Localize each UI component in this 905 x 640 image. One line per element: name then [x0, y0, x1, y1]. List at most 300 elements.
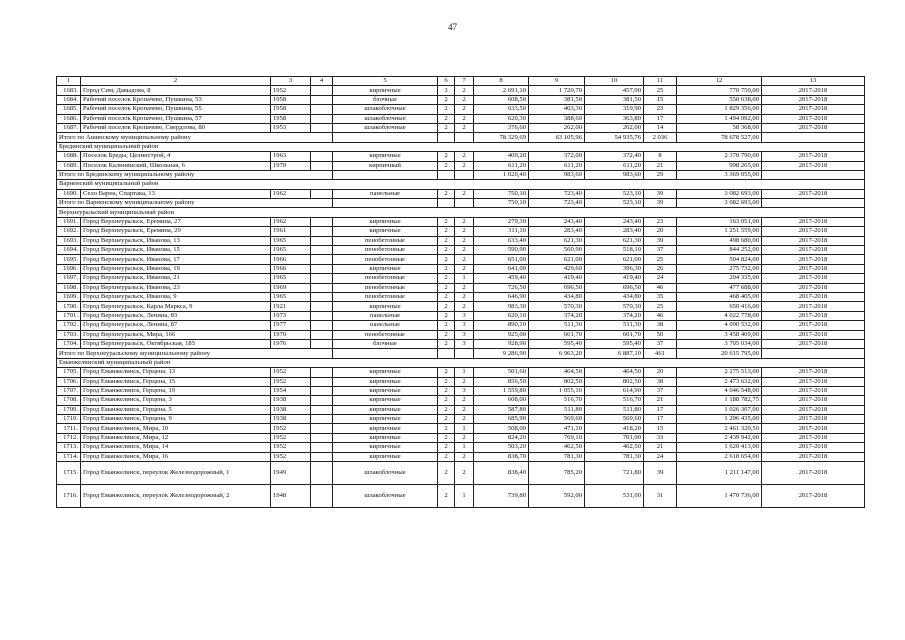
table-cell: 516,70: [529, 396, 585, 405]
table-row: [57, 95, 865, 104]
table-cell: 614,90: [585, 386, 644, 395]
table-row: [57, 114, 865, 123]
table-cell: [311, 189, 333, 198]
table-cell: 1963: [271, 152, 311, 161]
table-cell: 23: [644, 217, 677, 226]
table-cell: 3: [438, 86, 455, 95]
table-cell: Поселок Калининский, Школьная, 6: [81, 161, 271, 170]
table-cell: 1952: [271, 424, 311, 433]
table-cell: 457,90: [585, 86, 644, 95]
table-cell: 1685.: [57, 105, 81, 114]
table-cell: Город Верхнеуральск, Иванова, 17: [81, 255, 271, 264]
table-cell: Рабочий поселок Кропачево, Свердлова, 80: [81, 123, 271, 132]
table-cell: 2 618 654,00: [677, 452, 762, 461]
table-cell: 409,20: [474, 152, 529, 161]
table-cell: панельные: [333, 311, 438, 320]
table-cell: 471,10: [529, 424, 585, 433]
table-cell: пенобетонные: [333, 246, 438, 255]
table-cell: [311, 405, 333, 414]
table-cell: 2: [438, 227, 455, 236]
table-cell: 721,80: [585, 462, 644, 485]
table-cell: 2: [455, 283, 474, 292]
table-cell: 37: [644, 386, 677, 395]
table-cell: пенобетонные: [333, 255, 438, 264]
table-cell: 1710.: [57, 415, 81, 424]
table-row: [57, 433, 865, 442]
table-cell: 1938: [271, 405, 311, 414]
table-cell: 46: [644, 283, 677, 292]
table-cell: 1 211 147,00: [677, 462, 762, 485]
table-header-row: [57, 77, 865, 86]
table-cell: 1965: [271, 236, 311, 245]
table-cell: [311, 95, 333, 104]
table-cell: [311, 386, 333, 395]
table-cell: 592,00: [529, 485, 585, 508]
table-cell: 518,10: [585, 246, 644, 255]
table-cell: 1952: [271, 452, 311, 461]
table-cell: шлакоблочные: [333, 105, 438, 114]
table-cell: 2 691,10: [474, 86, 529, 95]
table-cell: 2: [438, 161, 455, 170]
table-cell: 2: [438, 330, 455, 339]
table-cell: 621,00: [529, 255, 585, 264]
table-cell: пенобетонные: [333, 274, 438, 283]
table-cell: 651,00: [474, 255, 529, 264]
table-cell: кирпичные: [333, 405, 438, 414]
table-cell: 459,40: [474, 274, 529, 283]
table-row: [57, 189, 865, 198]
column-number-cell: 8: [474, 77, 529, 86]
table-cell: 2: [455, 255, 474, 264]
table-cell: 838,40: [474, 462, 529, 485]
table-cell: Город Еманжелинск, переулок Железнодорожный, 1: [81, 462, 271, 485]
table-cell: 243,40: [585, 217, 644, 226]
table-row: [57, 302, 865, 311]
table-cell: кирпичные: [333, 415, 438, 424]
table-cell: 1684.: [57, 95, 81, 104]
table-cell: 1697.: [57, 274, 81, 283]
column-number-cell: 10: [585, 77, 644, 86]
table-cell: 1 829 356,00: [677, 105, 762, 114]
table-cell: [455, 199, 474, 208]
table-cell: 2: [455, 396, 474, 405]
table-row: [57, 274, 865, 283]
district-total-label: Итого по Брединскому муниципальному району: [57, 170, 333, 179]
table-cell: 1970: [271, 330, 311, 339]
table-cell: [311, 161, 333, 170]
district-total-label: Итого по Верхнеуральскому муниципальному району: [57, 349, 333, 358]
table-cell: Поселок Бреды, Целинстрой, 4: [81, 152, 271, 161]
table-cell: 15: [644, 424, 677, 433]
table-cell: 376,60: [474, 123, 529, 132]
table-cell: 2 439 942,00: [677, 433, 762, 442]
table-cell: 1958: [271, 105, 311, 114]
table-cell: [311, 152, 333, 161]
table-cell: 620,30: [474, 114, 529, 123]
total-value-cell: 3 369 055,00: [677, 170, 762, 179]
total-value-cell: 750,10: [474, 199, 529, 208]
table-row: [57, 283, 865, 292]
table-cell: 1686.: [57, 114, 81, 123]
table-cell: 856,50: [474, 377, 529, 386]
total-value-cell: 983,60: [585, 170, 644, 179]
table-cell: 608,00: [474, 396, 529, 405]
table-cell: [311, 105, 333, 114]
table-cell: кирпичные: [333, 386, 438, 395]
table-cell: 2: [438, 462, 455, 485]
table-cell: 504 824,00: [677, 255, 762, 264]
table-cell: 1: [455, 424, 474, 433]
table-cell: 1695.: [57, 255, 81, 264]
table-cell: 1691.: [57, 217, 81, 226]
table-cell: 1: [455, 274, 474, 283]
table-cell: [311, 443, 333, 452]
table-cell: 26: [644, 264, 677, 273]
table-cell: 35: [644, 292, 677, 301]
table-cell: 2: [455, 236, 474, 245]
total-value-cell: 6 963,20: [529, 349, 585, 358]
table-cell: 633,40: [474, 236, 529, 245]
table-cell: 1965: [271, 292, 311, 301]
table-cell: [311, 274, 333, 283]
table-cell: 2017-2018: [762, 377, 865, 386]
table-cell: 824,20: [474, 433, 529, 442]
table-cell: 1938: [271, 415, 311, 424]
column-number-cell: 9: [529, 77, 585, 86]
district-section-row: [57, 358, 865, 367]
table-row: [57, 405, 865, 414]
table-cell: 2017-2018: [762, 302, 865, 311]
table-cell: 2: [438, 152, 455, 161]
table-cell: [455, 349, 474, 358]
table-row: [57, 311, 865, 320]
table-cell: 770 750,00: [677, 86, 762, 95]
table-cell: 1969: [271, 283, 311, 292]
table-cell: [311, 368, 333, 377]
table-cell: 726,50: [474, 283, 529, 292]
column-number-cell: 13: [762, 77, 865, 86]
table-cell: 2: [455, 405, 474, 414]
column-number-cell: 2: [81, 77, 271, 86]
table-cell: 503,20: [474, 443, 529, 452]
table-cell: 2017-2018: [762, 424, 865, 433]
table-cell: 1: [455, 443, 474, 452]
table-cell: 1921: [271, 302, 311, 311]
table-cell: 2: [455, 433, 474, 442]
table-cell: пенобетонные: [333, 236, 438, 245]
table-cell: 2: [455, 292, 474, 301]
table-cell: шлакоблочные: [333, 462, 438, 485]
table-cell: 2017-2018: [762, 123, 865, 132]
table-cell: 1693.: [57, 236, 81, 245]
table-cell: 611,20: [529, 161, 585, 170]
total-value-cell: 78 329,69: [474, 133, 529, 142]
table-cell: [438, 199, 455, 208]
total-value-cell: 523,10: [585, 199, 644, 208]
table-cell: шлакоблочные: [333, 485, 438, 508]
table-cell: 1976: [271, 339, 311, 348]
district-section-row: [57, 142, 865, 151]
table-cell: 1705.: [57, 368, 81, 377]
table-cell: 464,50: [529, 368, 585, 377]
table-cell: 24: [644, 452, 677, 461]
table-cell: 2: [455, 462, 474, 485]
total-value-cell: 20 615 795,00: [677, 349, 762, 358]
table-cell: 2: [455, 452, 474, 461]
table-cell: 2017-2018: [762, 485, 865, 508]
table-cell: 1949: [271, 462, 311, 485]
table-cell: 50: [644, 330, 677, 339]
table-cell: 2017-2018: [762, 114, 865, 123]
table-cell: кирпичные: [333, 152, 438, 161]
table-cell: 3: [455, 386, 474, 395]
table-cell: Город Верхнеуральск, Ленина, 87: [81, 321, 271, 330]
table-cell: 595,40: [585, 339, 644, 348]
table-cell: [311, 396, 333, 405]
table-cell: [311, 339, 333, 348]
table-cell: 1 188 782,75: [677, 396, 762, 405]
table-cell: 372,00: [529, 152, 585, 161]
table-cell: Город Верхнеуральск, Еремина, 27: [81, 217, 271, 226]
table-cell: 1692.: [57, 227, 81, 236]
table-cell: 2017-2018: [762, 433, 865, 442]
table-cell: 1699.: [57, 292, 81, 301]
table-cell: 1973: [271, 311, 311, 320]
table-cell: панельные: [333, 321, 438, 330]
table-cell: 696,50: [585, 283, 644, 292]
table-cell: 15: [644, 95, 677, 104]
table-cell: 1707.: [57, 386, 81, 395]
table-cell: [311, 424, 333, 433]
table-cell: 46: [644, 311, 677, 320]
table-cell: 2: [455, 161, 474, 170]
table-cell: 14: [644, 123, 677, 132]
table-cell: 2: [455, 217, 474, 226]
table-cell: 1 296 435,00: [677, 415, 762, 424]
table-cell: 2017-2018: [762, 189, 865, 198]
table-cell: 781,30: [529, 452, 585, 461]
table-cell: 33: [644, 433, 677, 442]
table-cell: [311, 433, 333, 442]
total-value-cell: 9 286,90: [474, 349, 529, 358]
table-cell: Город Верхнеуральск, Иванова, 21: [81, 274, 271, 283]
table-cell: 2 275 513,00: [677, 368, 762, 377]
table-cell: 498 680,00: [677, 236, 762, 245]
table-cell: [438, 170, 455, 179]
table-cell: кирпичные: [333, 86, 438, 95]
table-cell: Город Верхнеуральск, Иванова, 9: [81, 292, 271, 301]
table-cell: 785,20: [529, 462, 585, 485]
table-cell: 523,10: [585, 189, 644, 198]
table-cell: 1709.: [57, 405, 81, 414]
table-cell: Город Верхнеуральск, Иванова, 23: [81, 283, 271, 292]
table-cell: [311, 302, 333, 311]
table-cell: 2: [455, 105, 474, 114]
table-cell: 1702.: [57, 321, 81, 330]
table-cell: [311, 311, 333, 320]
table-cell: 462,50: [529, 443, 585, 452]
table-cell: 2017-2018: [762, 396, 865, 405]
table-cell: 3 082 693,00: [677, 189, 762, 198]
table-cell: 1958: [271, 114, 311, 123]
table-cell: 2: [438, 386, 455, 395]
table-cell: 611,20: [585, 161, 644, 170]
district-total-label: Итого по Варненскому муниципальному району: [57, 199, 333, 208]
table-cell: 1 620 413,00: [677, 443, 762, 452]
table-cell: [311, 283, 333, 292]
table-cell: 511,30: [529, 321, 585, 330]
table-cell: [311, 462, 333, 485]
table-cell: 3 705 034,00: [677, 339, 762, 348]
table-row: [57, 86, 865, 95]
table-cell: 587,80: [474, 405, 529, 414]
table-cell: Город Еманжелинск, Герцена, 5: [81, 405, 271, 414]
table-row: [57, 105, 865, 114]
table-body: [57, 77, 865, 508]
table-cell: 20: [644, 227, 677, 236]
table-cell: 998 265,00: [677, 161, 762, 170]
total-value-cell: 461: [644, 349, 677, 358]
table-cell: Город Еманжелинск, Герцена, 3: [81, 396, 271, 405]
total-value-cell: 723,40: [529, 199, 585, 208]
table-cell: кирпичные: [333, 302, 438, 311]
table-cell: 2017-2018: [762, 292, 865, 301]
table-cell: 2: [438, 424, 455, 433]
table-row: [57, 377, 865, 386]
table-cell: 621,00: [585, 255, 644, 264]
table-cell: [311, 236, 333, 245]
total-value-cell: 983,60: [529, 170, 585, 179]
table-cell: 1716.: [57, 485, 81, 508]
table-cell: 560,90: [529, 246, 585, 255]
table-cell: 2017-2018: [762, 321, 865, 330]
table-cell: 1952: [271, 433, 311, 442]
table-cell: 511,80: [529, 405, 585, 414]
table-cell: 1687.: [57, 123, 81, 132]
table-cell: 462,50: [585, 443, 644, 452]
column-number-cell: 11: [644, 77, 677, 86]
table-cell: [311, 255, 333, 264]
table-cell: 2017-2018: [762, 368, 865, 377]
table-cell: 3 458 409,00: [677, 330, 762, 339]
table-cell: Город Верхнеуральск, Ленина, 83: [81, 311, 271, 320]
table-cell: 2017-2018: [762, 95, 865, 104]
table-cell: 20: [644, 368, 677, 377]
table-row: [57, 368, 865, 377]
table-cell: 1715.: [57, 462, 81, 485]
table-cell: 2017-2018: [762, 330, 865, 339]
table-cell: 2: [438, 189, 455, 198]
table-cell: 838,70: [474, 452, 529, 461]
table-cell: 2: [455, 95, 474, 104]
table-cell: 25: [644, 255, 677, 264]
table-cell: 1 494 092,00: [677, 114, 762, 123]
table-cell: [311, 415, 333, 424]
table-cell: 1683.: [57, 86, 81, 95]
table-cell: 17: [644, 114, 677, 123]
table-cell: 802,50: [529, 377, 585, 386]
table-cell: 39: [644, 462, 677, 485]
table-cell: 601,70: [529, 330, 585, 339]
table-cell: кирпичные: [333, 227, 438, 236]
table-row: [57, 386, 865, 395]
table-cell: 2: [438, 339, 455, 348]
table-cell: Город Верхнеуральск, Иванова, 19: [81, 264, 271, 273]
table-cell: 646,90: [474, 292, 529, 301]
table-cell: пенобетонные: [333, 330, 438, 339]
table-cell: Город Еманжелинск, Герцена, 19: [81, 386, 271, 395]
table-cell: 1690.: [57, 189, 81, 198]
table-cell: 569,60: [529, 415, 585, 424]
table-cell: 4 090 532,00: [677, 321, 762, 330]
total-value-cell: 3 082 693,00: [677, 199, 762, 208]
table-cell: 2: [455, 415, 474, 424]
table-cell: [455, 133, 474, 142]
table-row: [57, 424, 865, 433]
table-cell: 2017-2018: [762, 405, 865, 414]
table-cell: 1966: [271, 255, 311, 264]
table-cell: 1952: [271, 86, 311, 95]
table-cell: [762, 349, 865, 358]
table-cell: Город Верхнеуральск, Мира, 166: [81, 330, 271, 339]
table-cell: 1962: [271, 189, 311, 198]
table-cell: Город Верхнеуральск, Иванова, 15: [81, 246, 271, 255]
table-cell: шлакоблочные: [333, 114, 438, 123]
table-cell: 418,20: [585, 424, 644, 433]
table-cell: 363,80: [585, 114, 644, 123]
table-row: [57, 123, 865, 132]
table-cell: [438, 349, 455, 358]
table-cell: Село Варна, Спартака, 13: [81, 189, 271, 198]
district-name: Верхнеуральский муниципальный район: [57, 208, 865, 217]
table-cell: 434,80: [585, 292, 644, 301]
table-cell: 388,60: [529, 114, 585, 123]
table-cell: 508,00: [474, 424, 529, 433]
table-cell: 1704.: [57, 339, 81, 348]
column-number-cell: 6: [438, 77, 455, 86]
table-cell: 381,50: [585, 95, 644, 104]
table-cell: 1962: [271, 217, 311, 226]
table-cell: 1: [455, 485, 474, 508]
table-cell: 419,40: [529, 274, 585, 283]
table-cell: [311, 246, 333, 255]
table-cell: кирпичные: [333, 217, 438, 226]
table-cell: [762, 133, 865, 142]
table-cell: 1 026 307,00: [677, 405, 762, 414]
table-cell: 39: [644, 189, 677, 198]
table-cell: 21: [644, 443, 677, 452]
page-number: 47: [448, 22, 457, 32]
table-cell: Рабочий поселок Кропачево, Пушкина, 55: [81, 105, 271, 114]
table-cell: 2: [438, 123, 455, 132]
table-cell: 2 370 790,00: [677, 152, 762, 161]
table-cell: 2017-2018: [762, 452, 865, 461]
table-cell: Город Еманжелинск, Мира, 10: [81, 424, 271, 433]
table-row: [57, 246, 865, 255]
table-cell: 1701.: [57, 311, 81, 320]
table-cell: 37: [644, 339, 677, 348]
table-cell: 531,00: [585, 485, 644, 508]
district-total-row: [57, 349, 865, 358]
table-cell: кирпичные: [333, 443, 438, 452]
table-cell: 1714.: [57, 452, 81, 461]
table-cell: 464,50: [585, 368, 644, 377]
table-cell: 1: [455, 368, 474, 377]
table-cell: 650 416,00: [677, 302, 762, 311]
table-cell: 468 405,00: [677, 292, 762, 301]
table-cell: 1706.: [57, 377, 81, 386]
table-cell: 1688.: [57, 152, 81, 161]
